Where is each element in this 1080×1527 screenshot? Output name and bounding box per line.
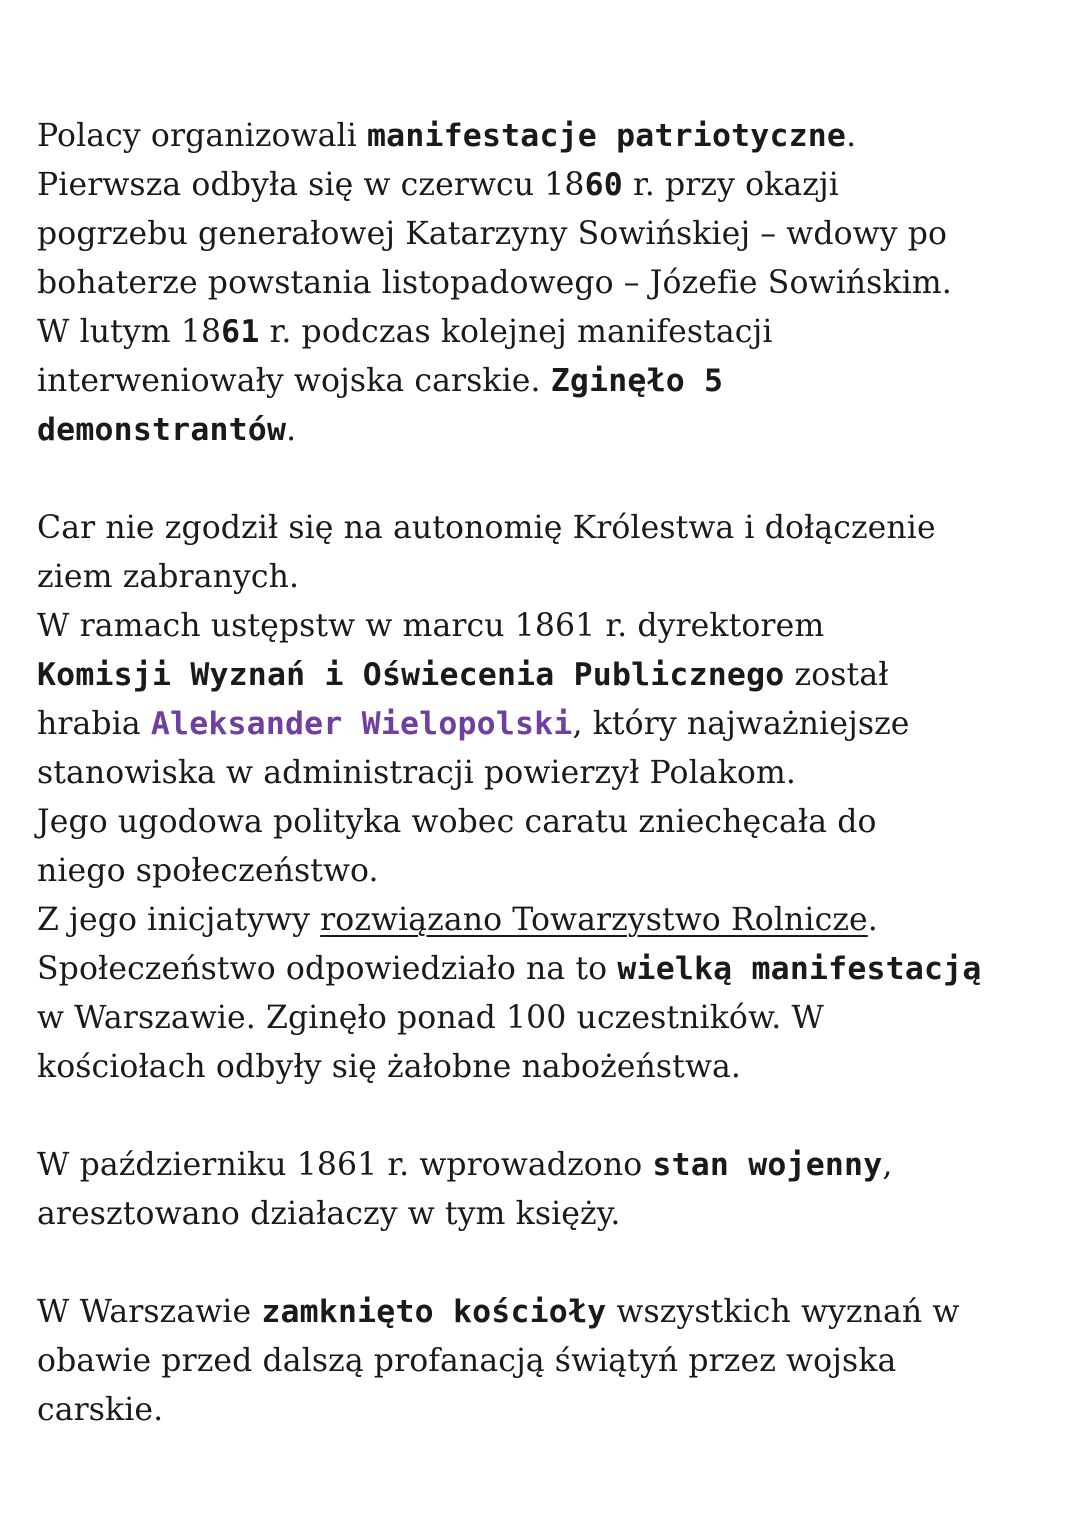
bold-term: Zginęło 5 — [550, 363, 724, 399]
paragraph-martial-law — [37, 1141, 1057, 1239]
text-line — [37, 1288, 1057, 1337]
document-page — [37, 112, 1057, 1435]
text-span: . — [846, 118, 857, 154]
paragraph-manifestations — [37, 112, 1057, 455]
text-span: W Warszawie — [37, 1294, 262, 1330]
text-line — [37, 1043, 1057, 1092]
text-line — [37, 1386, 1057, 1435]
text-span: niego społeczeństwo. — [37, 853, 379, 889]
bold-year-digits: 60 — [584, 167, 623, 203]
text-line — [37, 896, 1057, 945]
bold-term: zamknięto kościoły — [261, 1294, 607, 1330]
text-span: . — [867, 902, 878, 938]
paragraph-spacer — [37, 1092, 1057, 1141]
text-line — [37, 847, 1057, 896]
text-span: Car nie zgodził się na autonomię Królestwa i dołączenie — [37, 510, 936, 546]
text-line — [37, 945, 1057, 994]
text-span: W ramach ustępstw w marcu 1861 r. dyrektorem — [37, 608, 825, 644]
text-line — [37, 994, 1057, 1043]
text-line — [37, 308, 1057, 357]
bold-term: demonstrantów — [37, 412, 287, 448]
text-line — [37, 210, 1057, 259]
text-span: stanowiska w administracji powierzył Polakom. — [37, 755, 796, 791]
paragraph-spacer — [37, 1239, 1057, 1288]
text-span: carskie. — [37, 1392, 164, 1428]
bold-year-digits: 61 — [221, 314, 260, 350]
text-span: Z jego inicjatywy — [37, 902, 321, 938]
text-line — [37, 161, 1057, 210]
text-span: , który najważniejsze — [572, 706, 910, 742]
text-line — [37, 1337, 1057, 1386]
text-line — [37, 798, 1057, 847]
text-span: r. podczas kolejnej manifestacji — [259, 314, 773, 350]
paragraph-churches — [37, 1288, 1057, 1435]
text-span: został — [784, 657, 889, 693]
text-line — [37, 406, 1057, 455]
text-span: bohaterze powstania listopadowego – Józefie Sowińskim. — [37, 265, 952, 301]
text-span: W październiku 1861 r. wprowadzono — [37, 1147, 653, 1183]
bold-term: wielką manifestacją — [617, 951, 982, 987]
text-span: Społeczeństwo odpowiedziało na to — [37, 951, 618, 987]
text-line — [37, 357, 1057, 406]
text-span: r. przy okazji — [622, 167, 839, 203]
text-span: wszystkich wyznań w — [606, 1294, 960, 1330]
text-span: hrabia — [37, 706, 151, 742]
text-span: kościołach odbyły się żałobne nabożeństwa. — [37, 1049, 741, 1085]
text-line — [37, 700, 1057, 749]
text-span: obawie przed dalszą profanacją świątyń przez wojska — [37, 1343, 897, 1379]
paragraph-wielopolski — [37, 504, 1057, 1092]
bold-term: stan wojenny — [652, 1147, 883, 1183]
text-span: W lutym 18 — [37, 314, 222, 350]
text-line — [37, 602, 1057, 651]
text-span: Polacy organizowali — [37, 118, 367, 154]
text-line — [37, 749, 1057, 798]
text-span: aresztowano działaczy w tym księży. — [37, 1196, 621, 1232]
text-span: . — [286, 412, 297, 448]
text-line — [37, 112, 1057, 161]
text-span: Pierwsza odbyła się w czerwcu 18 — [37, 167, 585, 203]
text-line — [37, 1141, 1057, 1190]
text-span: ziem zabranych. — [37, 559, 300, 595]
text-line — [37, 259, 1057, 308]
bold-term: manifestacje patriotyczne — [366, 118, 847, 154]
underlined-term: rozwiązano Towarzystwo Rolnicze — [320, 902, 868, 938]
text-span: interweniowały wojska carskie. — [37, 363, 551, 399]
paragraph-spacer — [37, 455, 1057, 504]
text-line — [37, 553, 1057, 602]
text-span: pogrzebu generałowej Katarzyny Sowińskiej – wdowy po — [37, 216, 948, 252]
bold-term: Komisji Wyznań i Oświecenia Publicznego — [37, 657, 785, 693]
highlighted-name: Aleksander Wielopolski — [150, 706, 573, 742]
text-line — [37, 1190, 1057, 1239]
text-line — [37, 504, 1057, 553]
text-span: Jego ugodowa polityka wobec caratu zniechęcała do — [37, 804, 877, 840]
text-line — [37, 651, 1057, 700]
text-span: , — [882, 1147, 893, 1183]
text-span: w Warszawie. Zginęło ponad 100 uczestników. W — [37, 1000, 824, 1036]
